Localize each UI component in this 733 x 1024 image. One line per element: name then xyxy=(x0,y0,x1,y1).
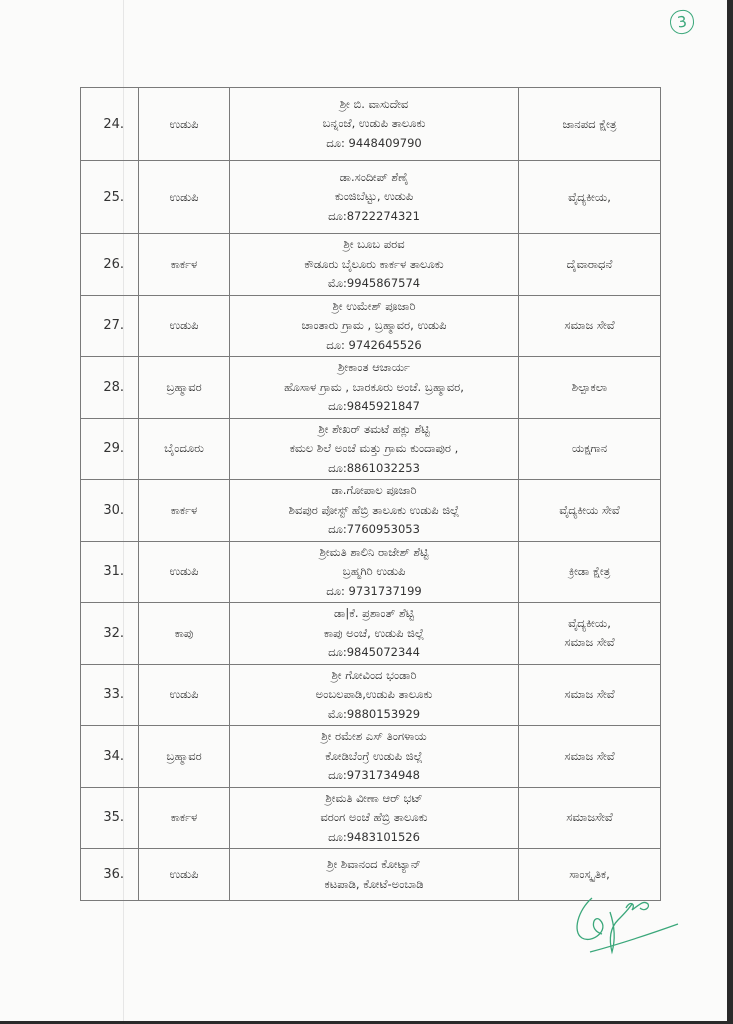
table-row xyxy=(81,295,661,357)
taluk-cell: ಉಡುಪಿ xyxy=(139,161,230,234)
person-phone: ದೂ:7760953053 xyxy=(328,522,420,536)
person-phone: ಮೊ:9945867574 xyxy=(327,276,421,290)
field-label: ಸಮಾಜ ಸೇವೆ xyxy=(564,748,615,763)
signature xyxy=(570,890,680,960)
field-label: ಯಕ್ಷಗಾನ xyxy=(571,441,608,456)
serial-number-cell: 24. xyxy=(81,88,139,161)
field-cell xyxy=(519,541,661,603)
person-address: ಹೊಸಾಳ ಗ್ರಾಮ , ಬಾರಕೂರು ಅಂಚೆ. ಬ್ರಹ್ಮಾವರ, xyxy=(284,379,464,394)
person-details-cell xyxy=(230,357,519,419)
person-name: ಶ್ರೀ ಶೇಖರ್ ತಮಟೆ ಹಕ್ಲು ಶೆಟ್ಟಿ xyxy=(318,421,430,436)
person-phone: ದೂ:9845921847 xyxy=(328,399,420,413)
field-label-2: ಸಮಾಜ ಸೇವೆ xyxy=(564,635,615,650)
field-cell xyxy=(519,161,661,234)
person-details-cell xyxy=(230,849,519,901)
serial-number-cell: 36. xyxy=(81,849,139,901)
person-details-cell xyxy=(230,603,519,665)
serial-number-cell: 27. xyxy=(81,295,139,357)
serial-number-cell: 32. xyxy=(81,603,139,665)
taluk-cell: ಉಡುಪಿ xyxy=(139,849,230,901)
serial-number-cell: 29. xyxy=(81,418,139,480)
person-address: ಕೌಡೂರು ಬೈಲೂರು ಕಾರ್ಕಳ ತಾಲೂಕು xyxy=(304,256,444,271)
field-cell xyxy=(519,787,661,849)
person-address: ಅಂಬಲಪಾಡಿ,ಉಡುಪಿ ತಾಲೂಕು xyxy=(315,687,433,701)
person-phone: ದೂ:8722274321 xyxy=(328,208,420,223)
table-row xyxy=(81,603,661,665)
field-label: ಶಿಲ್ಪಾಕಲಾ xyxy=(571,379,608,394)
field-cell xyxy=(519,603,661,665)
taluk-cell: ಕಾರ್ಕಳ xyxy=(139,787,230,849)
person-details-cell xyxy=(230,418,519,480)
taluk-cell: ಬ್ರಹ್ಮಾವರ xyxy=(139,357,230,419)
serial-number-cell: 35. xyxy=(81,787,139,849)
taluk-cell: ಕಾರ್ಕಳ xyxy=(139,234,230,296)
person-details-cell xyxy=(230,88,519,161)
serial-number-cell: 33. xyxy=(81,664,139,726)
person-details-cell xyxy=(230,480,519,542)
person-address: ಬ್ರಹ್ಮಗಿರಿ ಉಡುಪಿ xyxy=(342,564,406,578)
field-cell xyxy=(519,480,661,542)
person-name: ಶ್ರೀ ಗೋವಿಂದ ಭಂಡಾರಿ xyxy=(331,667,417,682)
person-address: ಕಾಪು ಅಂಚೆ, ಉಡುಪಿ ಜಿಲ್ಲೆ xyxy=(323,625,425,640)
person-address: ಕುಂಜಿಬೆಟ್ಟು, ಉಡುಪಿ xyxy=(334,189,414,204)
person-name: ಶ್ರೀ ಬಿ. ವಾಸುದೇವ xyxy=(339,96,409,111)
field-cell xyxy=(519,88,661,161)
table-row xyxy=(81,787,661,849)
field-label: ಸಮಾಜ ಸೇವೆ xyxy=(564,687,615,702)
serial-number-cell: 28. xyxy=(81,357,139,419)
person-name: ಶ್ರೀಮತಿ ವೀಣಾ ಆರ್ ಭಟ್ xyxy=(325,790,423,805)
person-phone: ದೂ:8861032253 xyxy=(328,460,420,475)
table-row xyxy=(81,418,661,480)
table-row xyxy=(81,541,661,603)
person-phone: ದೂ:9483101526 xyxy=(328,829,420,844)
field-cell xyxy=(519,418,661,480)
person-name: ಶ್ರೀ ಶಿವಾನಂದ ಕೋಟ್ಯಾನ್ xyxy=(327,857,421,871)
person-phone: ಮೊ:9880153929 xyxy=(327,706,421,721)
person-phone: ದೂ: 9448409790 xyxy=(326,135,422,150)
person-address: ಕೋಡಿಬೆಂಗ್ರೆ ಉಡುಪಿ ಜಿಲ್ಲೆ xyxy=(325,748,423,763)
person-phone: ದೂ: 9742645526 xyxy=(326,337,422,352)
table-row xyxy=(81,480,661,542)
serial-number-cell: 25. xyxy=(81,161,139,234)
person-phone: ದೂ: 9731737199 xyxy=(326,583,422,598)
person-details-cell xyxy=(230,726,519,788)
field-label: ವೈದ್ಯಕೀಯ, xyxy=(568,189,611,204)
person-address: ಕಟಪಾಡಿ, ಕೋಟೆ-ಅಂಬಾಡಿ xyxy=(324,876,424,891)
awardee-table xyxy=(80,87,661,901)
taluk-cell: ಕಾರ್ಕಳ xyxy=(139,480,230,542)
person-address: ಕಮಲ ಶಿಲೆ ಅಂಚೆ ಮತ್ತು ಗ್ರಾಮ ಕುಂದಾಪುರ , xyxy=(289,441,459,455)
person-name: ಡಾ.ಸಂದೀಪ್ ಶೆಣೈ xyxy=(339,169,409,184)
person-details-cell xyxy=(230,295,519,357)
person-details-cell xyxy=(230,234,519,296)
taluk-cell: ಬ್ರಹ್ಮಾವರ xyxy=(139,726,230,788)
person-phone: ದೂ:9845072344 xyxy=(328,645,420,659)
person-name: ಶ್ರೀ ಉಮೇಶ್ ಪೂಜಾರಿ xyxy=(332,298,416,313)
person-name: ಶ್ರೀಕಾಂತ ಆಚಾರ್ಯ xyxy=(338,360,410,374)
person-name: ಶ್ರೀ ಬೂಬ ಪರವ xyxy=(343,237,405,251)
taluk-cell: ಉಡುಪಿ xyxy=(139,664,230,726)
person-phone: ದೂ:9731734948 xyxy=(328,768,420,782)
taluk-cell: ಉಡುಪಿ xyxy=(139,88,230,161)
serial-number-cell: 26. xyxy=(81,234,139,296)
field-label: ಸಮಾಜ ಸೇವೆ xyxy=(564,318,615,333)
person-name: ಡಾ|ಕೆ. ಪ್ರಶಾಂತ್ ಶೆಟ್ಟಿ xyxy=(333,606,415,620)
person-name: ಶ್ರೀಮತಿ ಶಾಲಿನಿ ರಾಜೇಶ್ ಶೆಟ್ಟಿ xyxy=(319,544,429,559)
taluk-cell: ಉಡುಪಿ xyxy=(139,295,230,357)
field-label: ಜಾನಪದ ಕ್ಷೇತ್ರ xyxy=(562,116,617,131)
person-name: ಶ್ರೀ ರಮೇಶ ಎಸ್ ತಿಂಗಳಾಯ xyxy=(321,729,427,743)
field-cell xyxy=(519,234,661,296)
person-address: ಶಿವಪುರ ಪೋಸ್ಟ್ ಹೆಬ್ರಿ ತಾಲೂಕು ಉಡುಪಿ ಜಿಲ್ಲೆ xyxy=(288,502,460,517)
person-details-cell xyxy=(230,787,519,849)
taluk-cell: ಬೈಂದೂರು xyxy=(139,418,230,480)
field-label: ಸಮಾಜಸೇವೆ xyxy=(566,810,613,825)
person-address: ವರಂಗ ಅಂಚೆ ಹೆಬ್ರಿ ತಾಲೂಕು xyxy=(320,810,428,824)
field-label: ಸಾಂಸ್ಕೃತಿಕ, xyxy=(569,867,610,881)
field-label: ವೈದ್ಯಕೀಯ ಸೇವೆ xyxy=(559,502,620,517)
person-details-cell xyxy=(230,541,519,603)
table-row xyxy=(81,88,661,161)
person-address: ಬನ್ನಂಜೆ, ಉಡುಪಿ ತಾಲೂಕು xyxy=(322,116,426,131)
person-details-cell xyxy=(230,161,519,234)
field-cell xyxy=(519,357,661,419)
field-cell xyxy=(519,664,661,726)
table-row xyxy=(81,357,661,419)
field-cell xyxy=(519,295,661,357)
field-label: ವೈದ್ಯಕೀಯ, xyxy=(568,616,611,631)
serial-number-cell: 30. xyxy=(81,480,139,542)
taluk-cell: ಕಾಪು xyxy=(139,603,230,665)
table-row xyxy=(81,664,661,726)
serial-number-cell: 34. xyxy=(81,726,139,788)
person-details-cell xyxy=(230,664,519,726)
serial-number-cell: 31. xyxy=(81,541,139,603)
person-address: ಚಾಂತಾರು ಗ್ರಾಮ , ಬ್ರಹ್ಮಾವರ, ಉಡುಪಿ xyxy=(301,318,447,332)
field-label: ಕ್ರೀಡಾ ಕ್ಷೇತ್ರ xyxy=(568,564,611,579)
person-name: ಡಾ.ಗೋಪಾಲ ಪೂಜಾರಿ xyxy=(331,483,417,497)
field-label: ದೈವಾರಾಧನೆ xyxy=(566,256,613,271)
table-row xyxy=(81,161,661,234)
table-row xyxy=(81,234,661,296)
page-number-mark: 3 xyxy=(668,8,695,35)
taluk-cell: ಉಡುಪಿ xyxy=(139,541,230,603)
table-row xyxy=(81,726,661,788)
field-cell xyxy=(519,726,661,788)
